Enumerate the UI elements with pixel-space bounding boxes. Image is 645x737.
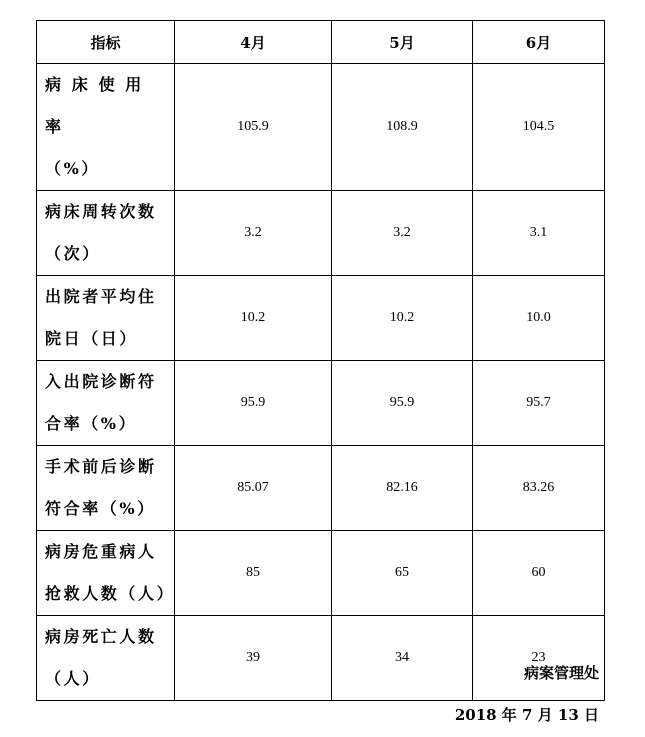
value-may: 108.9	[332, 64, 473, 191]
table-row	[37, 276, 605, 361]
value-june: 95.7	[473, 361, 605, 446]
metric-label-line2: （次）	[45, 244, 101, 263]
metric-label-line2: （人）	[45, 669, 101, 688]
metric-label-line2: 抢救人数（人）	[45, 584, 176, 603]
metric-label-line1: 入出院诊断符	[45, 372, 157, 391]
metric-cell	[37, 276, 175, 361]
value-april: 3.2	[175, 191, 332, 276]
footer-date: 2018 年 7 月 13 日	[454, 706, 599, 724]
value-may: 10.2	[332, 276, 473, 361]
table-row	[37, 446, 605, 531]
value-may: 65	[332, 531, 473, 616]
metric-label-line1: 病房危重病人	[45, 542, 157, 561]
value-may: 95.9	[332, 361, 473, 446]
header-may: 5月	[332, 21, 473, 64]
value-april: 39	[175, 616, 332, 701]
metric-cell	[37, 446, 175, 531]
table-header-row	[37, 21, 605, 64]
metric-label-line1: 病房死亡人数	[45, 627, 157, 646]
value-april: 85	[175, 531, 332, 616]
metric-label-line2: 院日（日）	[45, 329, 139, 348]
table-row	[37, 361, 605, 446]
metric-cell	[37, 191, 175, 276]
metric-label-line1: 病床周转次数	[45, 202, 157, 221]
value-may: 82.16	[332, 446, 473, 531]
value-may: 34	[332, 616, 473, 701]
metric-cell	[37, 616, 175, 701]
value-june: 23	[473, 616, 605, 701]
metric-label-line1: 手术前后诊断	[45, 457, 157, 476]
metric-cell	[37, 531, 175, 616]
table-row	[37, 616, 605, 701]
header-june: 6月	[473, 21, 605, 64]
metric-cell	[37, 361, 175, 446]
metric-label-line1: 出院者平均住	[45, 287, 157, 306]
value-april: 105.9	[175, 64, 332, 191]
value-june: 83.26	[473, 446, 605, 531]
statistics-table	[36, 20, 605, 701]
value-june: 10.0	[473, 276, 605, 361]
value-april: 95.9	[175, 361, 332, 446]
metric-label-line2: 合率（%）	[45, 414, 138, 433]
value-april: 85.07	[175, 446, 332, 531]
metric-cell	[37, 64, 175, 191]
value-june: 3.1	[473, 191, 605, 276]
footer-department: 病案管理处	[523, 664, 599, 682]
metric-label-line2: （%）	[45, 159, 101, 178]
header-indicator: 指标	[37, 21, 175, 64]
table-row	[37, 191, 605, 276]
header-april: 4月	[175, 21, 332, 64]
value-april: 10.2	[175, 276, 332, 361]
value-may: 3.2	[332, 191, 473, 276]
value-june: 104.5	[473, 64, 605, 191]
table-row	[37, 64, 605, 191]
table-row	[37, 531, 605, 616]
value-june: 60	[473, 531, 605, 616]
metric-label-line1: 病 床 使 用 率	[45, 75, 144, 136]
metric-label-line2: 符合率（%）	[45, 499, 156, 518]
